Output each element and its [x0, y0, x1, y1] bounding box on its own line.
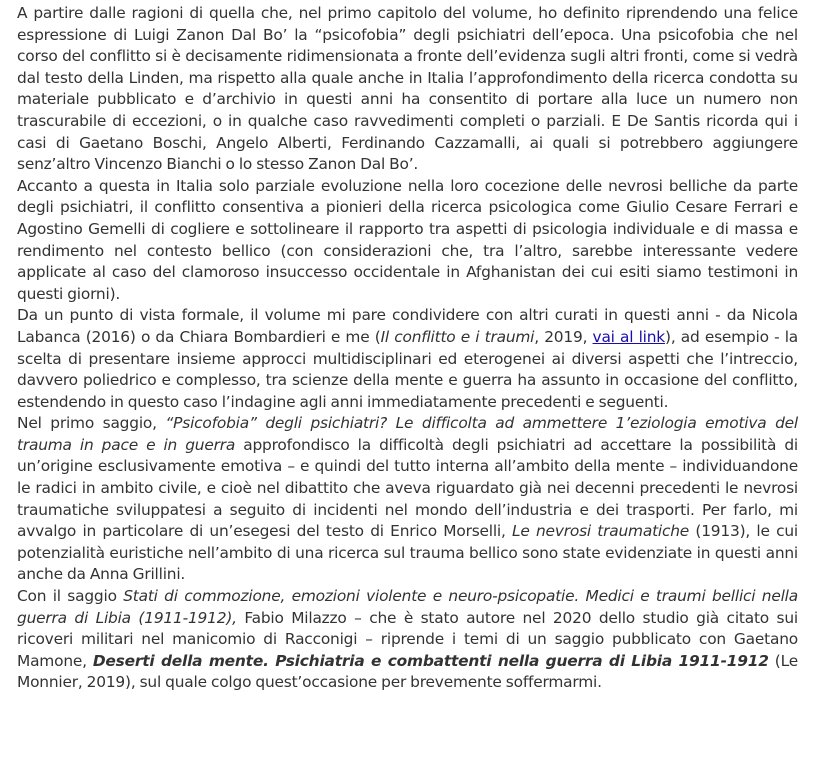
- paragraph-psicofobia: A partire dalle ragioni di quella che, nel primo capitolo del volume, ho definito riprendendo una felice espressione di Luigi Zanon Dal Bo’ la “psicofobia” degli psichiatri dell’epoca. Una psicofobia che nel corso del conflitto si è decisamente ridimensionata a fronte dell’evidenza sugli altri fronti, come si vedrà dal testo della Linden, ma rispetto alla quale anche in Italia l’approfondimento della ricerca condotta su materiale pubblicato e d’archivio in questi anni ha consentito di portare alla luce un numero non trascurabile di eccezioni, o in qualche caso ravvedimenti completi o parziali. E De Santis ricorda qui i casi di Gaetano Boschi, Angelo Alberti, Ferdinando Cazzamalli, ai quali si potrebbero aggiungere senz’altro Vincenzo Bianchi o lo stesso Zanon Dal Bo’.: [17, 4, 798, 174]
- book-title: Le nevrosi traumatiche: [512, 522, 690, 541]
- essay-title: Stati di commozione, emozioni violente e neuro-psicopatie. Medici e traumi bellici nella guerra di Libia (1911-1912),: [17, 587, 798, 627]
- paragraph-evoluzione: Accanto a questa in Italia solo parziale evoluzione nella loro cocezione delle nevrosi belliche da parte degli psichiatri, il conflitto consentiva a pionieri della ricerca psicologica come Giulio Cesare Ferrari e Agostino Gemelli di cogliere e sottolineare il rapporto tra aspetti di psicologia individuale e di massa e rendimento nel contesto bellico (con considerazioni che, tra l’altro, sarebbe interessante vedere applicate al caso del clamoroso insuccesso occidentale in Afghanistan dei cui esiti siamo testimoni in questi giorni).: [17, 176, 798, 303]
- paragraph-text: approfondisco la difficoltà degli psichiatri ad accettare la possibilità di un’origine esclusivamente emotiva – e quindi del tutto interna all’ambito della mente – individuandone le radici in ambito civile, e cioè nel dibattito che aveva riguardato già nei decenni precedenti le nevrosi traumatiche sviluppatesi a seguito di incidenti nel mondo dell’industria e dei trasporti. Per farlo, mi avvalgo in particolare di un’esegesi del testo di Enrico Morselli,: [17, 435, 798, 541]
- paragraph-text: , 2019,: [534, 327, 593, 346]
- paragraph-saggio-milazzo: [17, 586, 798, 694]
- paragraph-primo-saggio: [17, 413, 798, 586]
- paragraph-text: Con il saggio: [17, 587, 124, 606]
- paragraph-text: (1913), le cui potenzialità euristiche nell’ambito di una ricerca sul trauma bellico sono state evidenziate in questi anni anche da Anna Grillini.: [17, 522, 798, 584]
- paragraph-volume-formale: [17, 305, 798, 413]
- paragraph-text: Nel primo saggio,: [17, 414, 166, 433]
- vai-al-link-link[interactable]: vai al link: [592, 327, 666, 346]
- paragraph-text: (Le Monnier, 2019), sul quale colgo quest’occasione per brevemente soffermarmi.: [17, 651, 798, 692]
- paragraph-text: ), ad esempio - la scelta di presentare insieme approcci multidisciplinari ed eterogenei ai diversi aspetti che l’intreccio, davvero poliedrico e complesso, tra scienze della mente e guerra ha assunto in occasione del conflitto, estendendo in questo caso l’indagine agli anni immediatamente precedenti e seguenti.: [17, 327, 799, 411]
- paragraph-text: Da un punto di vista formale, il volume mi pare condividere con altri curati in questi anni - da Nicola Labanca (2016) o da Chiara Bombardieri e me (: [17, 306, 798, 346]
- book-title: Il conflitto e i traumi: [380, 327, 535, 346]
- book-title-bold: Deserti della mente. Psichiatria e combattenti nella guerra di Libia 1911-1912: [92, 651, 769, 670]
- essay-title: “Psicofobia” degli psichiatri? Le difficolta ad ammettere 1’eziologia emotiva del trauma in pace e in guerra: [17, 414, 799, 454]
- paragraph-text: Fabio Milazzo – che è stato autore nel 2020 dello studio già citato sui ricoveri militari nel manicomio di Racconigi – riprende i temi di un saggio pubblicato con Gaetano Mamone,: [17, 608, 798, 670]
